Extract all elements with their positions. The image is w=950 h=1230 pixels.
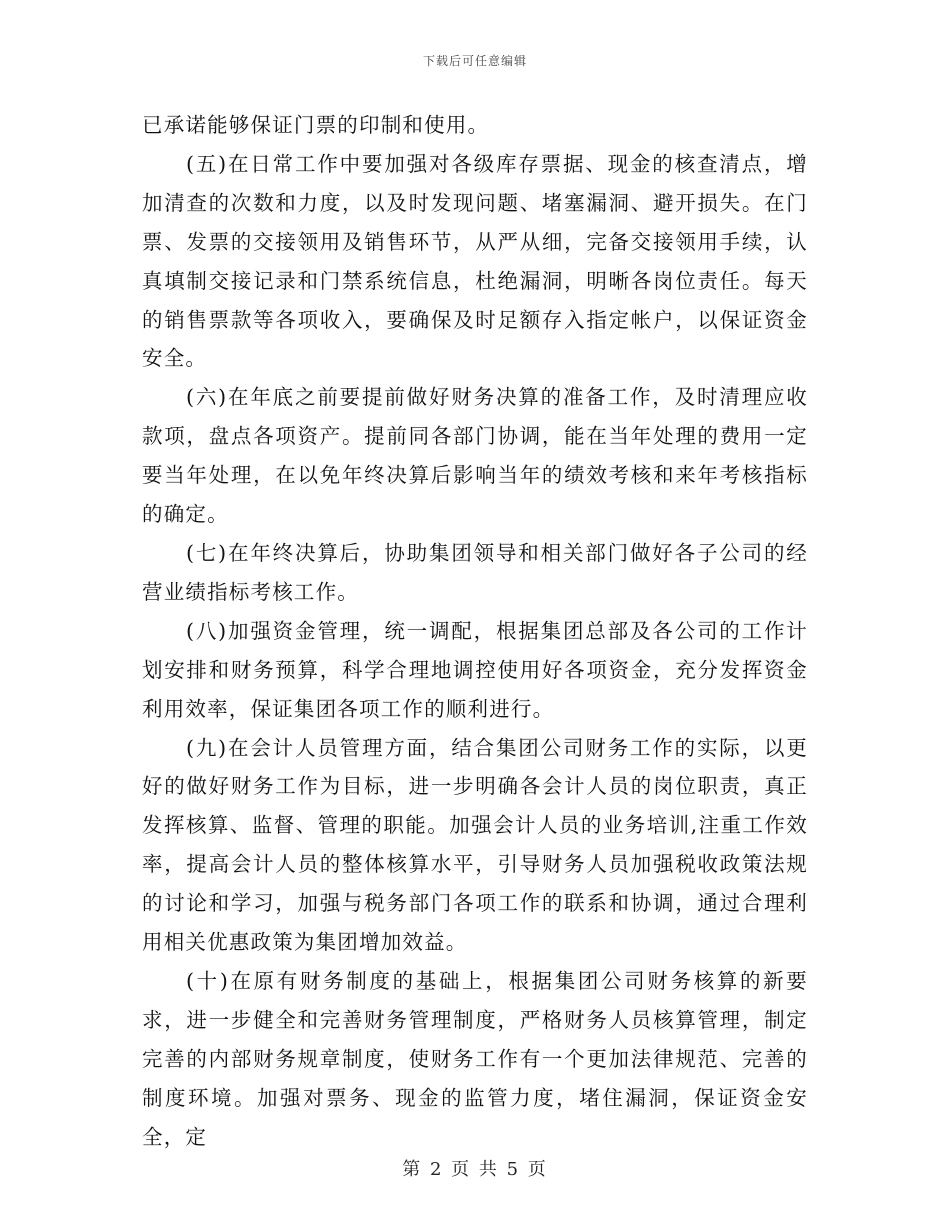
paragraph-item-9: (九)在会计人员管理方面，结合集团公司财务工作的实际，以更好的做好财务工作为目标，进一步明确各会计人员的岗位职责，真正发挥核算、监督、管理的职能。加强会计人员的业务培训,注重工作效率，提高会计人员的整体核算水平，引导财务人员加强税收政策法规的讨论和学习，加强与税务部门各项工作的联系和协调，通过合理利用相关优惠政策为集团增加效益。: [142, 735, 808, 955]
page-footer: 第 2 页 共 5 页: [402, 1159, 548, 1180]
paragraph-item-7: (七)在年终决算后，协助集团领导和相关部门做好各子公司的经营业绩指标考核工作。: [142, 540, 808, 604]
paragraph-item-6: (六)在年底之前要提前做好财务决算的准备工作，及时清理应收款项，盘点各项资产。提前同各部门协调，能在当年处理的费用一定要当年处理，在以免年终决算后影响当年的绩效考核和来年考核指标的确定。: [142, 385, 808, 527]
paragraph-item-5: (五)在日常工作中要加强对各级库存票据、现金的核查清点，增加清查的次数和力度，以及时发现问题、堵塞漏洞、避开损失。在门票、发票的交接领用及销售环节，从严从细，完备交接领用手续，认真填制交接记录和门禁系统信息，杜绝漏洞，明晰各岗位责任。每天的销售票款等各项收入，要确保及时足额存入指定帐户，以保证资金安全。: [142, 151, 808, 371]
paragraph-item-10: (十)在原有财务制度的基础上，根据集团公司财务核算的新要求，进一步健全和完善财务管理制度，严格财务人员核算管理，制定完善的内部财务规章制度，使财务工作有一个更加法律规范、完善的制度环境。加强对票务、现金的监管力度，堵住漏洞，保证资金安全，定: [142, 968, 808, 1149]
paragraph-continuation: 已承诺能够保证门票的印制和使用。: [142, 113, 490, 137]
document-body: [142, 106, 808, 1156]
page-header: 下载后可任意编辑: [422, 54, 527, 68]
paragraph-item-8: (八)加强资金管理，统一调配，根据集团总部及各公司的工作计划安排和财务预算，科学合理地调控使用好各项资金，充分发挥资金利用效率，保证集团各项工作的顺利进行。: [142, 618, 808, 721]
